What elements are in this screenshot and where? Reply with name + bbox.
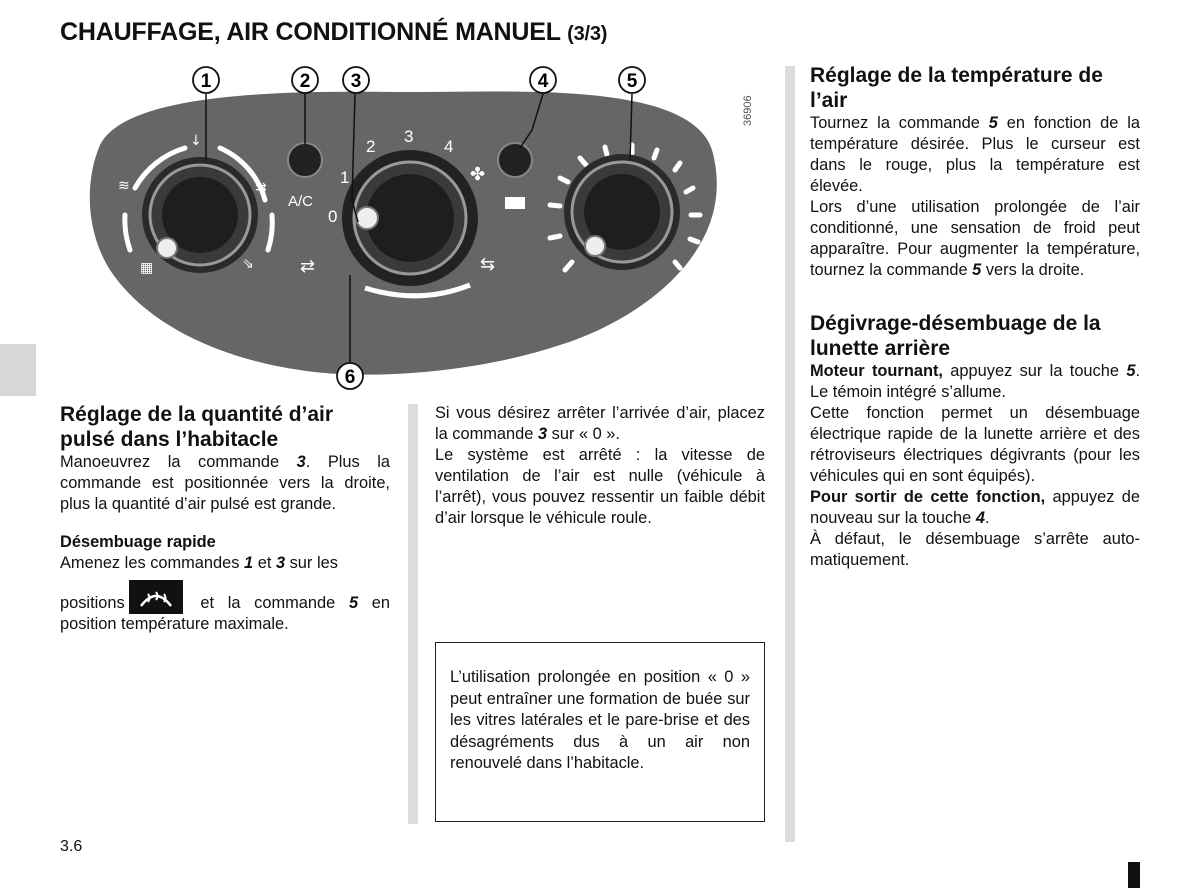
control-ref: 5 xyxy=(1126,362,1136,380)
knob-1-pointer xyxy=(157,238,177,258)
control-ref: 1 xyxy=(244,554,254,572)
text-run: Amenez les commandes xyxy=(60,554,245,572)
face-icon: ↓ xyxy=(190,133,202,149)
callout-2: 2 xyxy=(299,71,311,92)
text-run: Pour sortir de cette fonction, xyxy=(810,488,1046,506)
callout-3: 3 xyxy=(350,71,362,92)
text-run: Lors d’une utilisation prolongée de l’air conditionné, une sensation de froid peut apparaître. Pour augmenter la température, tournez la commande xyxy=(810,198,1140,279)
ac-label: A/C xyxy=(288,193,314,210)
rear-defrost-description: Cette fonction permet un désembuage électrique rapide de la lunette arrière et des rétroviseurs électriques dégivrants (pour les véhicules qui en sont équipés). xyxy=(810,404,1140,485)
text-run: et la commande xyxy=(186,594,349,612)
note-text: L’utilisation prolongée en position « 0 » peut entraîner une formation de buée sur les vitres latérales et le pare-brise et des désagréments dus à un air non renouvelé dans l’habitacle. xyxy=(450,668,750,773)
knob-3-cap xyxy=(366,174,454,262)
callout-5: 5 xyxy=(626,71,638,92)
text-run: sur les xyxy=(285,554,338,572)
column-3 xyxy=(810,63,1140,571)
recirculation-icon: ⇄ xyxy=(300,256,316,277)
title-text: CHAUFFAGE, AIR CONDITIONNÉ MANUEL xyxy=(60,18,561,46)
rear-defrost-button[interactable] xyxy=(498,143,532,177)
text-run: vers la droite. xyxy=(981,261,1085,279)
fan-icon: ✤ xyxy=(470,164,486,185)
control-panel-figure xyxy=(60,60,780,395)
windshield-feet-icon: ≋ xyxy=(118,178,130,194)
text-run: Si vous désirez arrêter l’arrivée d’air, placez la commande xyxy=(435,404,765,443)
fan-scale-3: 3 xyxy=(404,127,414,146)
note-box xyxy=(435,642,765,822)
control-ref: 3 xyxy=(275,554,286,572)
column-divider xyxy=(408,404,418,824)
text-run: en position température maximale. xyxy=(60,594,390,633)
callout-1: 1 xyxy=(200,71,212,92)
quick-defog-text xyxy=(60,553,390,635)
ac-button[interactable] xyxy=(288,143,322,177)
knob-3-pointer xyxy=(356,207,378,229)
text-run: . Le témoin intégré s’allume. xyxy=(810,362,1140,401)
rear-defrost-heading: Dégivrage-désembuage de la lunette arrière xyxy=(810,312,1101,360)
fan-scale-2: 2 xyxy=(366,137,376,156)
fan-scale-0: 0 xyxy=(328,207,338,226)
windshield-defrost-icon xyxy=(129,580,183,614)
column-divider xyxy=(785,66,795,842)
callout-6: 6 xyxy=(344,367,356,388)
text-run: sur « 0 ». xyxy=(547,425,620,443)
air-quantity-text xyxy=(60,452,390,515)
text-run: . xyxy=(984,509,990,527)
rear-defrost-icon xyxy=(505,197,525,209)
temperature-text xyxy=(810,113,1140,281)
callout-4: 4 xyxy=(537,71,549,92)
air-quantity-heading: Réglage de la quantité d’air pulsé dans l’habitacle xyxy=(60,403,334,451)
rear-defrost-text xyxy=(810,361,1140,571)
column-1 xyxy=(60,402,390,635)
text-run: Tournez la commande xyxy=(810,114,989,132)
control-ref: 4 xyxy=(975,509,985,527)
stop-air-text xyxy=(435,403,765,529)
text-run: positions xyxy=(60,594,125,612)
page-number: 3.6 xyxy=(60,838,83,855)
column-2 xyxy=(435,403,765,529)
auto-stop-text: À défaut, le désembuage s’arrête automatiquement. xyxy=(810,530,1140,569)
control-ref: 5 xyxy=(348,594,359,612)
temperature-heading: Réglage de la température de l’air xyxy=(810,64,1103,112)
page-title xyxy=(60,18,607,47)
title-suffix: (3/3) xyxy=(567,23,608,45)
control-ref: 3 xyxy=(296,453,306,471)
section-tab xyxy=(0,344,36,396)
figure-code: 36906 xyxy=(742,95,754,126)
text-run: en fonction de la température désirée. Plus le curseur est dans le rouge, plus la température est élevée. xyxy=(810,114,1141,195)
windshield-defrost-icon: ▦ xyxy=(140,260,154,276)
fresh-air-icon: ⇆ xyxy=(480,254,496,275)
fan-scale-4: 4 xyxy=(444,137,454,156)
control-ref: 5 xyxy=(988,114,998,132)
text-run: Moteur tournant, xyxy=(810,362,943,380)
system-stopped-text: Le système est arrêté : la vitesse de ventilation de l’air est nulle (véhicule à l’arrêt), vous pouvez ressentir un faible débit d’air lorsque le véhicule roule. xyxy=(435,446,765,527)
text-run: appuyez sur la touche xyxy=(942,362,1127,380)
text-run: Manoeuvrez la commande xyxy=(60,453,297,471)
fan-scale-1: 1 xyxy=(340,168,350,187)
text-run: appuyez de nouveau sur la touche xyxy=(810,488,1141,527)
quick-defog-heading: Désembuage rapide xyxy=(60,533,216,551)
text-run: . Plus la commande est positionnée vers la droite, plus la quantité d’air pulsé est grande. xyxy=(60,453,390,513)
knob-5-pointer xyxy=(585,236,605,256)
face-feet-icon: ⇉ xyxy=(255,180,267,196)
text-run: et xyxy=(253,554,276,572)
control-ref: 3 xyxy=(537,425,548,443)
control-ref: 5 xyxy=(972,261,982,279)
page-corner-mark xyxy=(1128,862,1140,888)
feet-icon: ⇘ xyxy=(242,256,254,272)
